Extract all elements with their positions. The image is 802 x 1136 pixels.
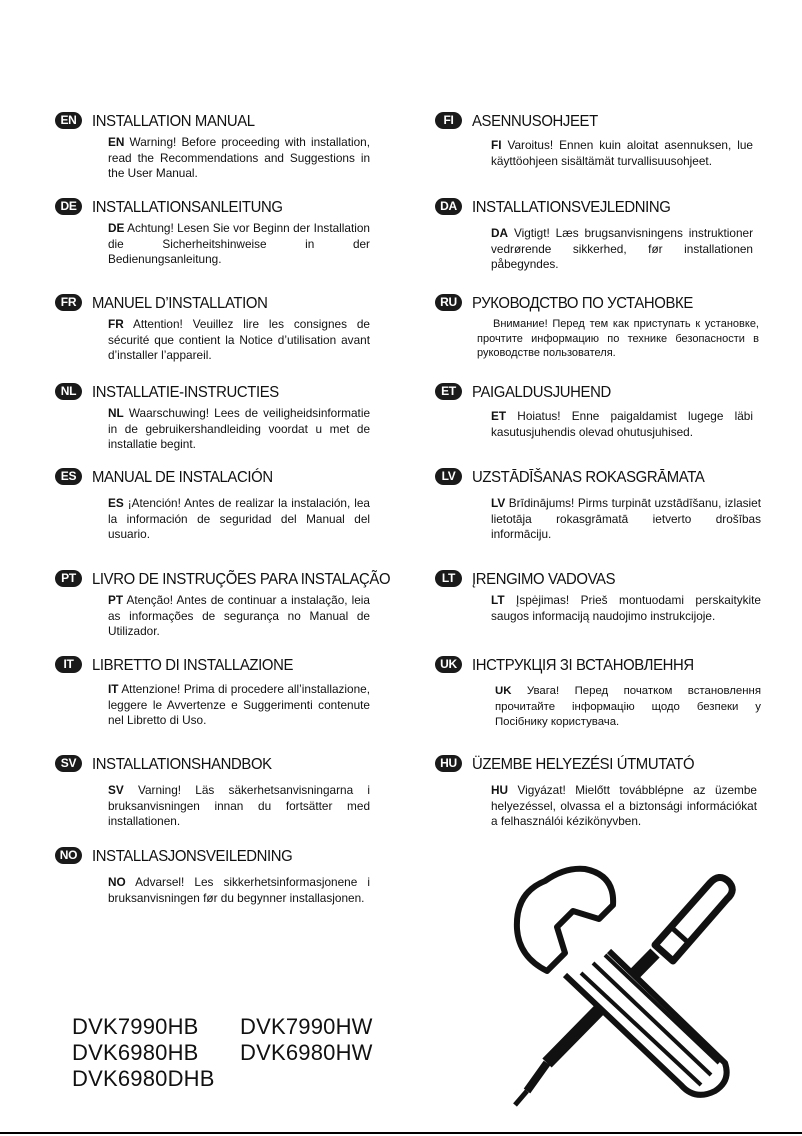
section-fi	[435, 112, 775, 169]
section-title-lv: UZSTĀDĪŠANAS ROKASGRĀMATA	[472, 469, 705, 486]
section-text-lt	[491, 593, 761, 624]
warning-text-es: ¡Atención! Antes de realizar la instalación, lea la información de seguridad del Manual del usuario.	[108, 496, 370, 541]
lang-code-pt: PT	[108, 593, 124, 607]
lang-code-de: DE	[108, 221, 125, 235]
section-text-nl	[108, 406, 370, 453]
section-text-hu	[491, 783, 757, 830]
warning-text-lv: Brīdinājums! Pirms turpināt uzstādīšanu, izlasiet lietotāja rokasgrāmatā ietverto drošības informāciju.	[491, 496, 761, 541]
section-da	[435, 198, 775, 273]
section-title-it: LIBRETTO DI INSTALLAZIONE	[92, 657, 294, 674]
warning-text-hu: Vigyázat! Mielőtt továbblépne az üzembe helyezéssel, olvassa el a biztonsági információkat a felhasználói kézikönyvben.	[491, 783, 757, 828]
section-text-pt	[108, 593, 370, 640]
section-title-de: INSTALLATIONSANLEITUNG	[92, 199, 283, 216]
language-badge-ru: RU	[435, 294, 462, 311]
lang-code-sv: SV	[108, 783, 124, 797]
section-title-ru: РУКОВОДСТВО ПО УСТАНОВКЕ	[472, 295, 693, 312]
warning-text-sv: Varning! Läs säkerhetsanvisningarna i bruksanvisningen innan du fortsätter med installationen.	[108, 783, 371, 828]
lang-code-en: EN	[108, 135, 125, 149]
warning-text-lt: Įspėjimas! Prieš montuodami perskaitykite saugos informaciją naudojimo instrukcijoje.	[491, 593, 761, 623]
section-lt	[435, 570, 775, 624]
section-title-sv: INSTALLATIONSHANDBOK	[92, 756, 272, 773]
section-title-es: MANUAL DE INSTALACIÓN	[92, 469, 273, 486]
warning-text-no: Advarsel! Les sikkerhetsinformasjonene i bruksanvisningen før du begynner installasjonen.	[108, 875, 370, 905]
language-badge-da: DA	[435, 198, 462, 215]
section-uk	[435, 656, 775, 731]
footer-rule	[0, 1132, 802, 1134]
section-lv	[435, 468, 775, 543]
section-text-it	[108, 682, 370, 729]
section-text-no	[108, 875, 370, 906]
section-text-ru	[477, 317, 759, 361]
section-text-en	[108, 135, 370, 182]
lang-code-es: ES	[108, 496, 124, 510]
section-sv	[55, 755, 395, 830]
lang-code-no: NO	[108, 875, 126, 889]
model-column-2	[240, 1014, 410, 1066]
warning-text-nl: Waarschuwing! Lees de veiligheidsinformatie in de gebruikershandleiding voordat u met de installatie begint.	[108, 406, 370, 451]
section-title-lt: ĮRENGIMO VADOVAS	[472, 571, 616, 588]
model-column-1	[72, 1014, 242, 1092]
section-hu	[435, 755, 775, 830]
language-badge-no: NO	[55, 847, 82, 864]
section-fr	[55, 294, 395, 364]
section-pt	[55, 570, 415, 640]
section-it	[55, 656, 395, 729]
lang-code-fr: FR	[108, 317, 124, 331]
language-badge-lt: LT	[435, 570, 462, 587]
section-title-en: INSTALLATION MANUAL	[92, 113, 255, 130]
model-number: DVK7990HB	[72, 1014, 199, 1039]
section-text-es	[108, 496, 370, 543]
model-number: DVK6980DHB	[72, 1066, 215, 1091]
section-title-uk: ІНСТРУКЦІЯ ЗІ ВСТАНОВЛЕННЯ	[472, 657, 694, 674]
section-title-da: INSTALLATIONSVEJLEDNING	[472, 199, 671, 216]
warning-text-en: Warning! Before proceeding with installation, read the Recommendations and Suggestions in the User Manual.	[108, 135, 370, 180]
lang-code-et: ET	[491, 409, 507, 423]
lang-code-fi: FI	[491, 138, 502, 152]
section-text-da	[491, 226, 753, 273]
lang-code-uk: UK	[495, 685, 512, 697]
lang-code-it: IT	[108, 682, 119, 696]
section-title-nl: INSTALLATIE-INSTRUCTIES	[92, 384, 279, 401]
section-et	[435, 383, 775, 440]
warning-text-fr: Attention! Veuillez lire les consignes de sécurité que contient la Notice d’utilisation avant d’installer l’appareil.	[108, 317, 370, 362]
model-number: DVK6980HW	[240, 1040, 373, 1065]
section-en	[55, 112, 395, 182]
language-badge-et: ET	[435, 383, 462, 400]
section-title-et: PAIGALDUSJUHEND	[472, 384, 611, 401]
section-es	[55, 468, 395, 543]
lang-code-nl: NL	[108, 406, 124, 420]
model-number: DVK6980HB	[72, 1040, 199, 1065]
section-text-fi	[491, 138, 753, 169]
language-badge-hu: HU	[435, 755, 462, 772]
section-nl	[55, 383, 395, 453]
lang-code-da: DA	[491, 226, 509, 240]
section-text-lv	[491, 496, 761, 543]
section-title-pt: LIVRO DE INSTRUÇÕES PARA INSTALAÇÃO	[92, 571, 391, 588]
section-de	[55, 198, 395, 268]
language-badge-sv: SV	[55, 755, 82, 772]
lang-code-lt: LT	[491, 593, 505, 607]
section-text-de	[108, 221, 370, 268]
warning-text-it: Attenzione! Prima di procedere all’installazione, leggere le Avvertenze e Suggerimenti contenute nel Libretto di Uso.	[108, 682, 370, 727]
lang-code-lv: LV	[491, 496, 506, 510]
language-badge-uk: UK	[435, 656, 462, 673]
warning-text-uk: Увага! Перед початком встановлення прочитайте інформацію щодо безпеки у Посібнику користувача.	[495, 685, 761, 728]
language-badge-de: DE	[55, 198, 82, 215]
language-badge-lv: LV	[435, 468, 462, 485]
section-text-et	[491, 409, 753, 440]
section-no	[55, 847, 395, 906]
section-title-no: INSTALLASJONSVEILEDNING	[92, 848, 293, 865]
language-badge-fi: FI	[435, 112, 462, 129]
lang-code-hu: HU	[491, 783, 509, 797]
warning-text-ru: Внимание! Перед тем как приступать к установке, прочтите информацию по технике безопасности в руководстве пользователя.	[477, 318, 759, 359]
language-badge-it: IT	[55, 656, 82, 673]
language-badge-en: EN	[55, 112, 82, 129]
language-badge-fr: FR	[55, 294, 82, 311]
language-badge-es: ES	[55, 468, 82, 485]
warning-text-da: Vigtigt! Læs brugsanvisningens instruktioner vedrørende sikkerhed, før installationen påbegyndes.	[491, 226, 754, 271]
model-number: DVK7990HW	[240, 1014, 373, 1039]
section-title-fr: MANUEL D’INSTALLATION	[92, 295, 268, 312]
section-ru	[435, 294, 775, 361]
warning-text-pt: Atenção! Antes de continuar a instalação, leia as informações de segurança no Manual de Utilizador.	[108, 593, 370, 638]
warning-text-fi: Varoitus! Ennen kuin aloitat asennuksen, lue käyttöohjeen sisältämät turvallisuusohjeet.	[491, 138, 753, 168]
warning-text-et: Hoiatus! Enne paigaldamist lugege läbi kasutusjuhendis olevad ohutusjuhised.	[491, 409, 753, 439]
language-badge-nl: NL	[55, 383, 82, 400]
section-text-fr	[108, 317, 370, 364]
section-title-hu: ÜZEMBE HELYEZÉSI ÚTMUTATÓ	[472, 756, 695, 773]
section-text-uk	[495, 684, 761, 731]
section-title-fi: ASENNUSOHJEET	[472, 113, 598, 130]
section-text-sv	[108, 783, 370, 830]
warning-text-de: Achtung! Lesen Sie vor Beginn der Installation die Sicherheitshinweise in der Bedienungsanleitung.	[108, 221, 370, 266]
wrench-screwdriver-icon	[505, 855, 745, 1110]
language-badge-pt: PT	[55, 570, 82, 587]
